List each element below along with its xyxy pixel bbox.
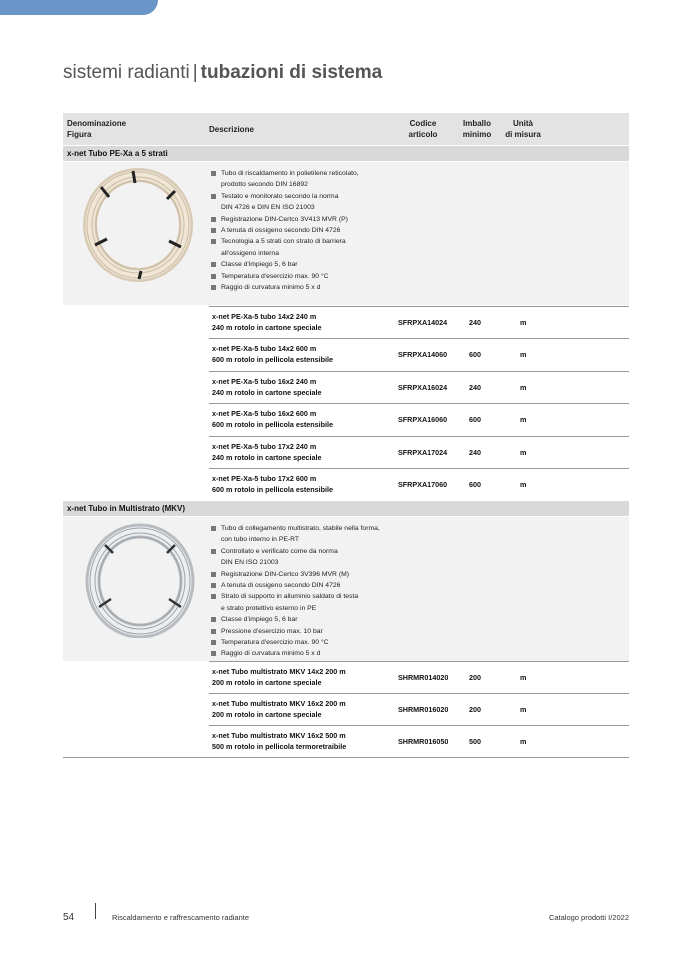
- article-code: SHRMR016050: [398, 737, 449, 747]
- header-col-code: Codice articolo: [408, 119, 438, 139]
- header-col-description: Descrizione: [209, 125, 254, 134]
- product-name: x-net PE-Xa-5 tubo 16x2 600 m: [212, 409, 317, 419]
- article-code: SHRMR016020: [398, 705, 449, 715]
- product-packaging: 240 m rotolo in cartone speciale: [212, 387, 322, 397]
- feature-item: Temperatura d'esercizio max. 90 °C: [211, 271, 401, 282]
- feature-item: Classe d'impiego 5, 6 bar: [211, 259, 401, 270]
- row-divider: [209, 661, 629, 662]
- min-packaging: 500: [469, 737, 481, 747]
- feature-item: Classe d'impiego 5, 6 bar: [211, 614, 401, 625]
- product-packaging: 600 m rotolo in pellicola estensibile: [212, 420, 334, 430]
- row-divider: [209, 338, 629, 339]
- article-code: SFRPXA16024: [398, 382, 448, 392]
- footer-divider: [95, 903, 96, 919]
- row-divider: [209, 306, 629, 307]
- min-packaging: 600: [469, 480, 481, 489]
- product-packaging: 240 m rotolo in cartone speciale: [212, 452, 322, 462]
- product-name: x-net Tubo multistrato MKV 16x2 500 m: [212, 731, 346, 741]
- footer-section-title: Riscaldamento e raffrescamento radiante: [112, 913, 250, 922]
- product-name: x-net Tubo multistrato MKV 14x2 200 m: [212, 667, 346, 676]
- product-description: [212, 343, 333, 365]
- multilayer-pipe-coil-image: [85, 523, 195, 638]
- section-header-pexa: x-net Tubo PE-Xa a 5 strati: [63, 146, 629, 161]
- unit-of-measure: m: [520, 480, 527, 489]
- feature-item: Tubo di collegamento multistrato, stabile nella forma,: [211, 523, 401, 534]
- row-divider: [209, 725, 629, 726]
- unit-of-measure: m: [520, 318, 527, 327]
- feature-item: Registrazione DIN-Certco 3V396 MVR (M): [211, 569, 401, 580]
- header-col-packaging: Imballo minimo: [462, 119, 492, 139]
- header-col-unit: Unità di misura: [505, 119, 541, 139]
- min-packaging: 600: [469, 350, 481, 360]
- feature-item: con tubo interno in PE-RT: [221, 536, 300, 544]
- feature-item: Tecnologia a 5 strati con strato di barriera: [211, 236, 401, 247]
- min-packaging: 200: [469, 705, 481, 715]
- feature-item: Temperatura d'esercizio max. 90 °C: [211, 637, 401, 648]
- unit-of-measure: m: [520, 705, 527, 715]
- pexa-features-list: [211, 168, 401, 293]
- product-packaging: 240 m rotolo in cartone speciale: [212, 323, 322, 332]
- row-divider: [209, 403, 629, 404]
- product-description: [212, 376, 321, 398]
- feature-item: Registrazione DIN-Certco 3V413 MVR (P): [211, 214, 401, 225]
- article-code: SFRPXA14060: [398, 350, 448, 360]
- product-name: x-net Tubo multistrato MKV 16x2 200 m: [212, 699, 346, 709]
- product-description: [212, 441, 321, 463]
- feature-item: Strato di supporto in alluminio saldato di testa: [211, 591, 401, 602]
- article-code: SFRPXA16060: [398, 415, 448, 425]
- mkv-features-list: [211, 523, 401, 660]
- article-code: SHRMR014020: [398, 673, 449, 682]
- article-code: SFRPXA17060: [398, 480, 448, 489]
- feature-item: DIN 4726 e DIN EN ISO 21003: [221, 204, 315, 212]
- product-packaging: 600 m rotolo in pellicola estensibile: [212, 485, 334, 494]
- feature-item: A tenuta di ossigeno secondo DIN 4726: [211, 580, 401, 591]
- article-code: SFRPXA17024: [398, 447, 448, 457]
- title-bold: tubazioni di sistema: [200, 62, 383, 83]
- min-packaging: 600: [469, 415, 481, 425]
- min-packaging: 200: [469, 673, 481, 682]
- title-light: sistemi radianti: [63, 62, 190, 83]
- header-col-name: Denominazione Figura: [67, 119, 127, 139]
- feature-item: Raggio di curvatura minimo 5 x d: [211, 282, 401, 293]
- row-divider: [209, 371, 629, 372]
- feature-item: Raggio di curvatura minimo 5 x d: [211, 648, 401, 659]
- product-description: [212, 473, 333, 495]
- article-code: SFRPXA14024: [398, 318, 448, 327]
- row-divider: [209, 468, 629, 469]
- unit-of-measure: m: [520, 350, 527, 360]
- product-packaging: 500 m rotolo in pellicola termoretraibile: [212, 742, 347, 752]
- feature-item: Controllato e verificato come da norma: [211, 546, 401, 557]
- row-divider: [209, 693, 629, 694]
- title-separator: |: [192, 62, 198, 83]
- product-description: [212, 311, 321, 333]
- min-packaging: 240: [469, 382, 481, 392]
- feature-item: e strato protettivo esterno in PE: [221, 604, 317, 612]
- section-info-pexa: [63, 162, 629, 305]
- section-header-mkv: x-net Tubo in Multistrato (MKV): [63, 501, 629, 516]
- product-name: x-net PE-Xa-5 tubo 16x2 240 m: [212, 376, 317, 386]
- product-description: [212, 408, 333, 430]
- min-packaging: 240: [469, 447, 481, 457]
- unit-of-measure: m: [520, 447, 527, 457]
- product-packaging: 600 m rotolo in pellicola estensibile: [212, 355, 334, 365]
- feature-item: A tenuta di ossigeno secondo DIN 4726: [211, 225, 401, 236]
- feature-item: prodotto secondo DIN 16892: [221, 181, 308, 189]
- product-description: [212, 730, 346, 752]
- unit-of-measure: m: [520, 415, 527, 425]
- feature-item: DIN EN ISO 21003: [221, 559, 279, 567]
- unit-of-measure: m: [520, 673, 527, 682]
- section-info-mkv: [63, 517, 629, 661]
- product-packaging: 200 m rotolo in cartone speciale: [212, 710, 322, 720]
- unit-of-measure: m: [520, 737, 527, 747]
- product-name: x-net PE-Xa-5 tubo 17x2 240 m: [212, 441, 317, 451]
- footer-catalog: Catalogo prodotti I/2022: [548, 913, 629, 922]
- feature-item: Pressione d'esercizio max. 10 bar: [211, 626, 401, 637]
- feature-item: all'ossigeno interna: [221, 249, 279, 257]
- product-name: x-net PE-Xa-5 tubo 17x2 600 m: [212, 474, 317, 483]
- unit-of-measure: m: [520, 382, 527, 392]
- product-packaging: 200 m rotolo in cartone speciale: [212, 678, 322, 687]
- feature-item: Testato e monitorato secondo la norma: [211, 191, 401, 202]
- table-end-rule: [63, 757, 629, 758]
- page-title: [63, 62, 382, 84]
- min-packaging: 240: [469, 318, 481, 327]
- corner-tab: [0, 0, 158, 15]
- product-name: x-net PE-Xa-5 tubo 14x2 600 m: [212, 344, 317, 354]
- page-number: 54: [63, 912, 75, 923]
- product-description: [212, 698, 346, 720]
- row-divider: [209, 436, 629, 437]
- product-name: x-net PE-Xa-5 tubo 14x2 240 m: [212, 312, 317, 321]
- table-header: [63, 113, 629, 145]
- product-description: [212, 666, 346, 688]
- feature-item: Tubo di riscaldamento in polietilene reticolato,: [211, 168, 401, 179]
- white-pex-pipe-coil-image: [83, 167, 193, 282]
